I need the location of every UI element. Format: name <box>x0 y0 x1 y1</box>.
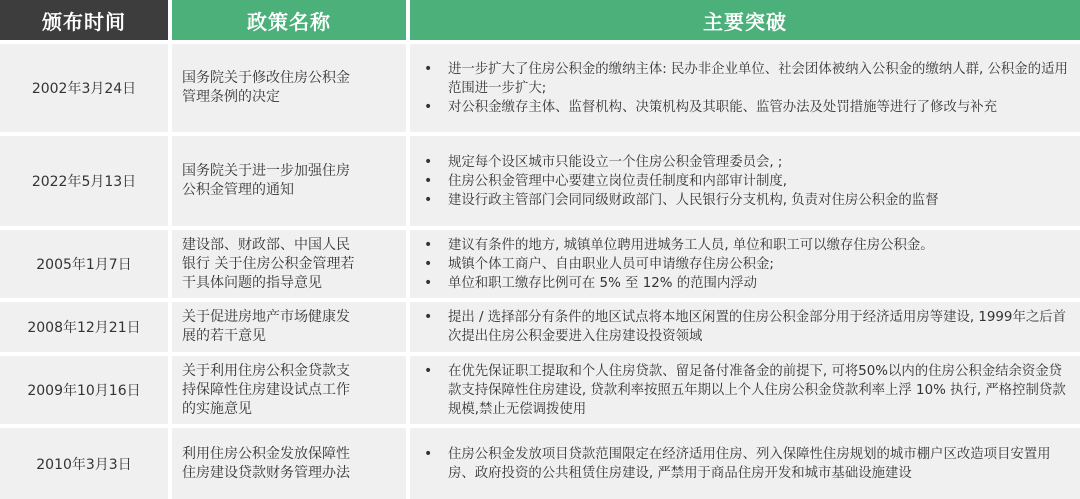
bullet-icon: • <box>424 274 433 291</box>
row-breakthrough <box>410 302 1080 352</box>
breakthrough-item <box>424 236 1072 255</box>
row-breakthrough <box>410 428 1080 499</box>
row-policy-name <box>172 428 406 499</box>
policy-name-line: 的实施意见 <box>182 400 252 417</box>
bullet-icon: • <box>424 98 433 115</box>
breakthrough-list <box>424 308 1072 346</box>
breakthrough-text: 提出 / 选择部分有条件的地区试点将本地区闲置的住房公积金部分用于经济适用房等建设, 1999年之后首次提出住房公积金要进入住房建设投资领域 <box>448 310 1067 344</box>
breakthrough-text: 单位和职工缴存比例可在 5% 至 12% 的范围内浮动 <box>448 275 758 291</box>
policy-name-line: 公积金管理的通知 <box>182 182 294 198</box>
bullet-icon: • <box>424 445 433 462</box>
header-breakthrough: 主要突破 <box>410 0 1080 40</box>
row-policy-name <box>172 230 406 298</box>
breakthrough-list <box>424 362 1072 419</box>
breakthrough-list <box>424 60 1072 117</box>
policy-name-line: 管理条例的决定 <box>182 89 280 105</box>
policy-name-line: 国务院关于修改住房公积金 <box>182 70 350 86</box>
policy-name-line: 关于利用住房公积金贷款支 <box>182 362 350 379</box>
policy-name-line: 银行 关于住房公积金管理若 <box>182 255 355 272</box>
row-breakthrough <box>410 44 1080 132</box>
row-date: 2010年3月3日 <box>0 428 168 499</box>
breakthrough-item <box>424 255 1072 274</box>
breakthrough-list <box>424 153 1072 210</box>
header-policy-name: 政策名称 <box>172 0 406 40</box>
breakthrough-list <box>424 236 1072 293</box>
breakthrough-text: 在优先保证职工提取和个人住房贷款、留足备付准备金的前提下, 可将50%以内的住房公积金结余资金贷款支持保障性住房建设, 贷款利率按照五年期以上个人住房公积金贷款利率上浮 10% 执行, 严格控制贷款规模,禁止无偿调拨使用 <box>448 363 1066 417</box>
row-date: 2002年3月24日 <box>0 44 168 132</box>
row-date: 2022年5月13日 <box>0 136 168 226</box>
row-breakthrough <box>410 230 1080 298</box>
breakthrough-text: 建设行政主管部门会同同级财政部门、人民银行分支机构, 负责对住房公积金的监督 <box>448 192 939 208</box>
row-breakthrough <box>410 136 1080 226</box>
policy-name-line: 建设部、财政部、中国人民 <box>182 236 350 253</box>
policy-name-line: 住房建设贷款财务管理办法 <box>182 464 350 481</box>
policy-name-line: 利用住房公积金发放保障性 <box>182 445 350 462</box>
policy-name-line: 干具体问题的指导意见 <box>182 274 322 291</box>
row-date: 2005年1月7日 <box>0 230 168 298</box>
row-date: 2009年10月16日 <box>0 356 168 424</box>
breakthrough-item <box>424 172 1072 191</box>
policy-name-line: 持保障性住房建设试点工作 <box>182 381 350 398</box>
breakthrough-text: 住房公积金发放项目贷款范围限定在经济适用住房、列入保障性住房规划的城市棚户区改造项目安置用房、政府投资的公共租赁住房建设, 严禁用于商品住房开发和城市基础设施建设 <box>448 446 1051 481</box>
breakthrough-item <box>424 153 1072 172</box>
policy-name-text <box>182 162 350 200</box>
bullet-icon: • <box>424 153 433 170</box>
breakthrough-text: 建议有条件的地方, 城镇单位聘用进城务工人员, 单位和职工可以缴存住房公积金。 <box>448 237 934 253</box>
bullet-icon: • <box>424 309 433 325</box>
breakthrough-item <box>424 60 1072 98</box>
breakthrough-text: 进一步扩大了住房公积金的缴纳主体: 民办非企业单位、社会团体被纳入公积金的缴纳人群, 公积金的适用范围进一步扩大; <box>448 61 1068 96</box>
policy-name-text <box>182 445 350 483</box>
breakthrough-item <box>424 98 1072 117</box>
bullet-icon: • <box>424 191 433 208</box>
policy-name-line: 国务院关于进一步加强住房 <box>182 163 350 179</box>
breakthrough-list <box>424 445 1072 483</box>
breakthrough-item <box>424 274 1072 293</box>
row-policy-name <box>172 302 406 352</box>
row-date: 2008年12月21日 <box>0 302 168 352</box>
row-policy-name <box>172 136 406 226</box>
breakthrough-text: 规定每个设区城市只能设立一个住房公积金管理委员会, ; <box>448 154 783 170</box>
bullet-icon: • <box>424 236 433 253</box>
breakthrough-item <box>424 191 1072 210</box>
bullet-icon: • <box>424 255 433 272</box>
policy-name-line: 展的若干意见 <box>182 328 266 344</box>
bullet-icon: • <box>424 172 433 189</box>
row-policy-name <box>172 356 406 424</box>
breakthrough-item <box>424 308 1072 346</box>
breakthrough-text: 对公积金缴存主体、监督机构、决策机构及其职能、监管办法及处罚措施等进行了修改与补充 <box>448 99 998 115</box>
breakthrough-item <box>424 362 1072 419</box>
row-policy-name <box>172 44 406 132</box>
header-date: 颁布时间 <box>0 0 168 40</box>
breakthrough-text: 住房公积金管理中心要建立岗位责任制度和内部审计制度, <box>448 173 788 189</box>
policy-name-text <box>182 69 350 107</box>
breakthrough-text: 城镇个体工商户、自由职业人员可申请缴存住房公积金; <box>448 256 774 272</box>
policy-name-text <box>182 308 350 346</box>
breakthrough-item <box>424 445 1072 483</box>
policy-name-text <box>182 236 354 293</box>
bullet-icon: • <box>424 60 433 77</box>
bullet-icon: • <box>424 362 433 379</box>
row-breakthrough <box>410 356 1080 424</box>
policy-name-line: 关于促进房地产市场健康发 <box>182 309 350 325</box>
policy-name-text <box>182 362 350 419</box>
